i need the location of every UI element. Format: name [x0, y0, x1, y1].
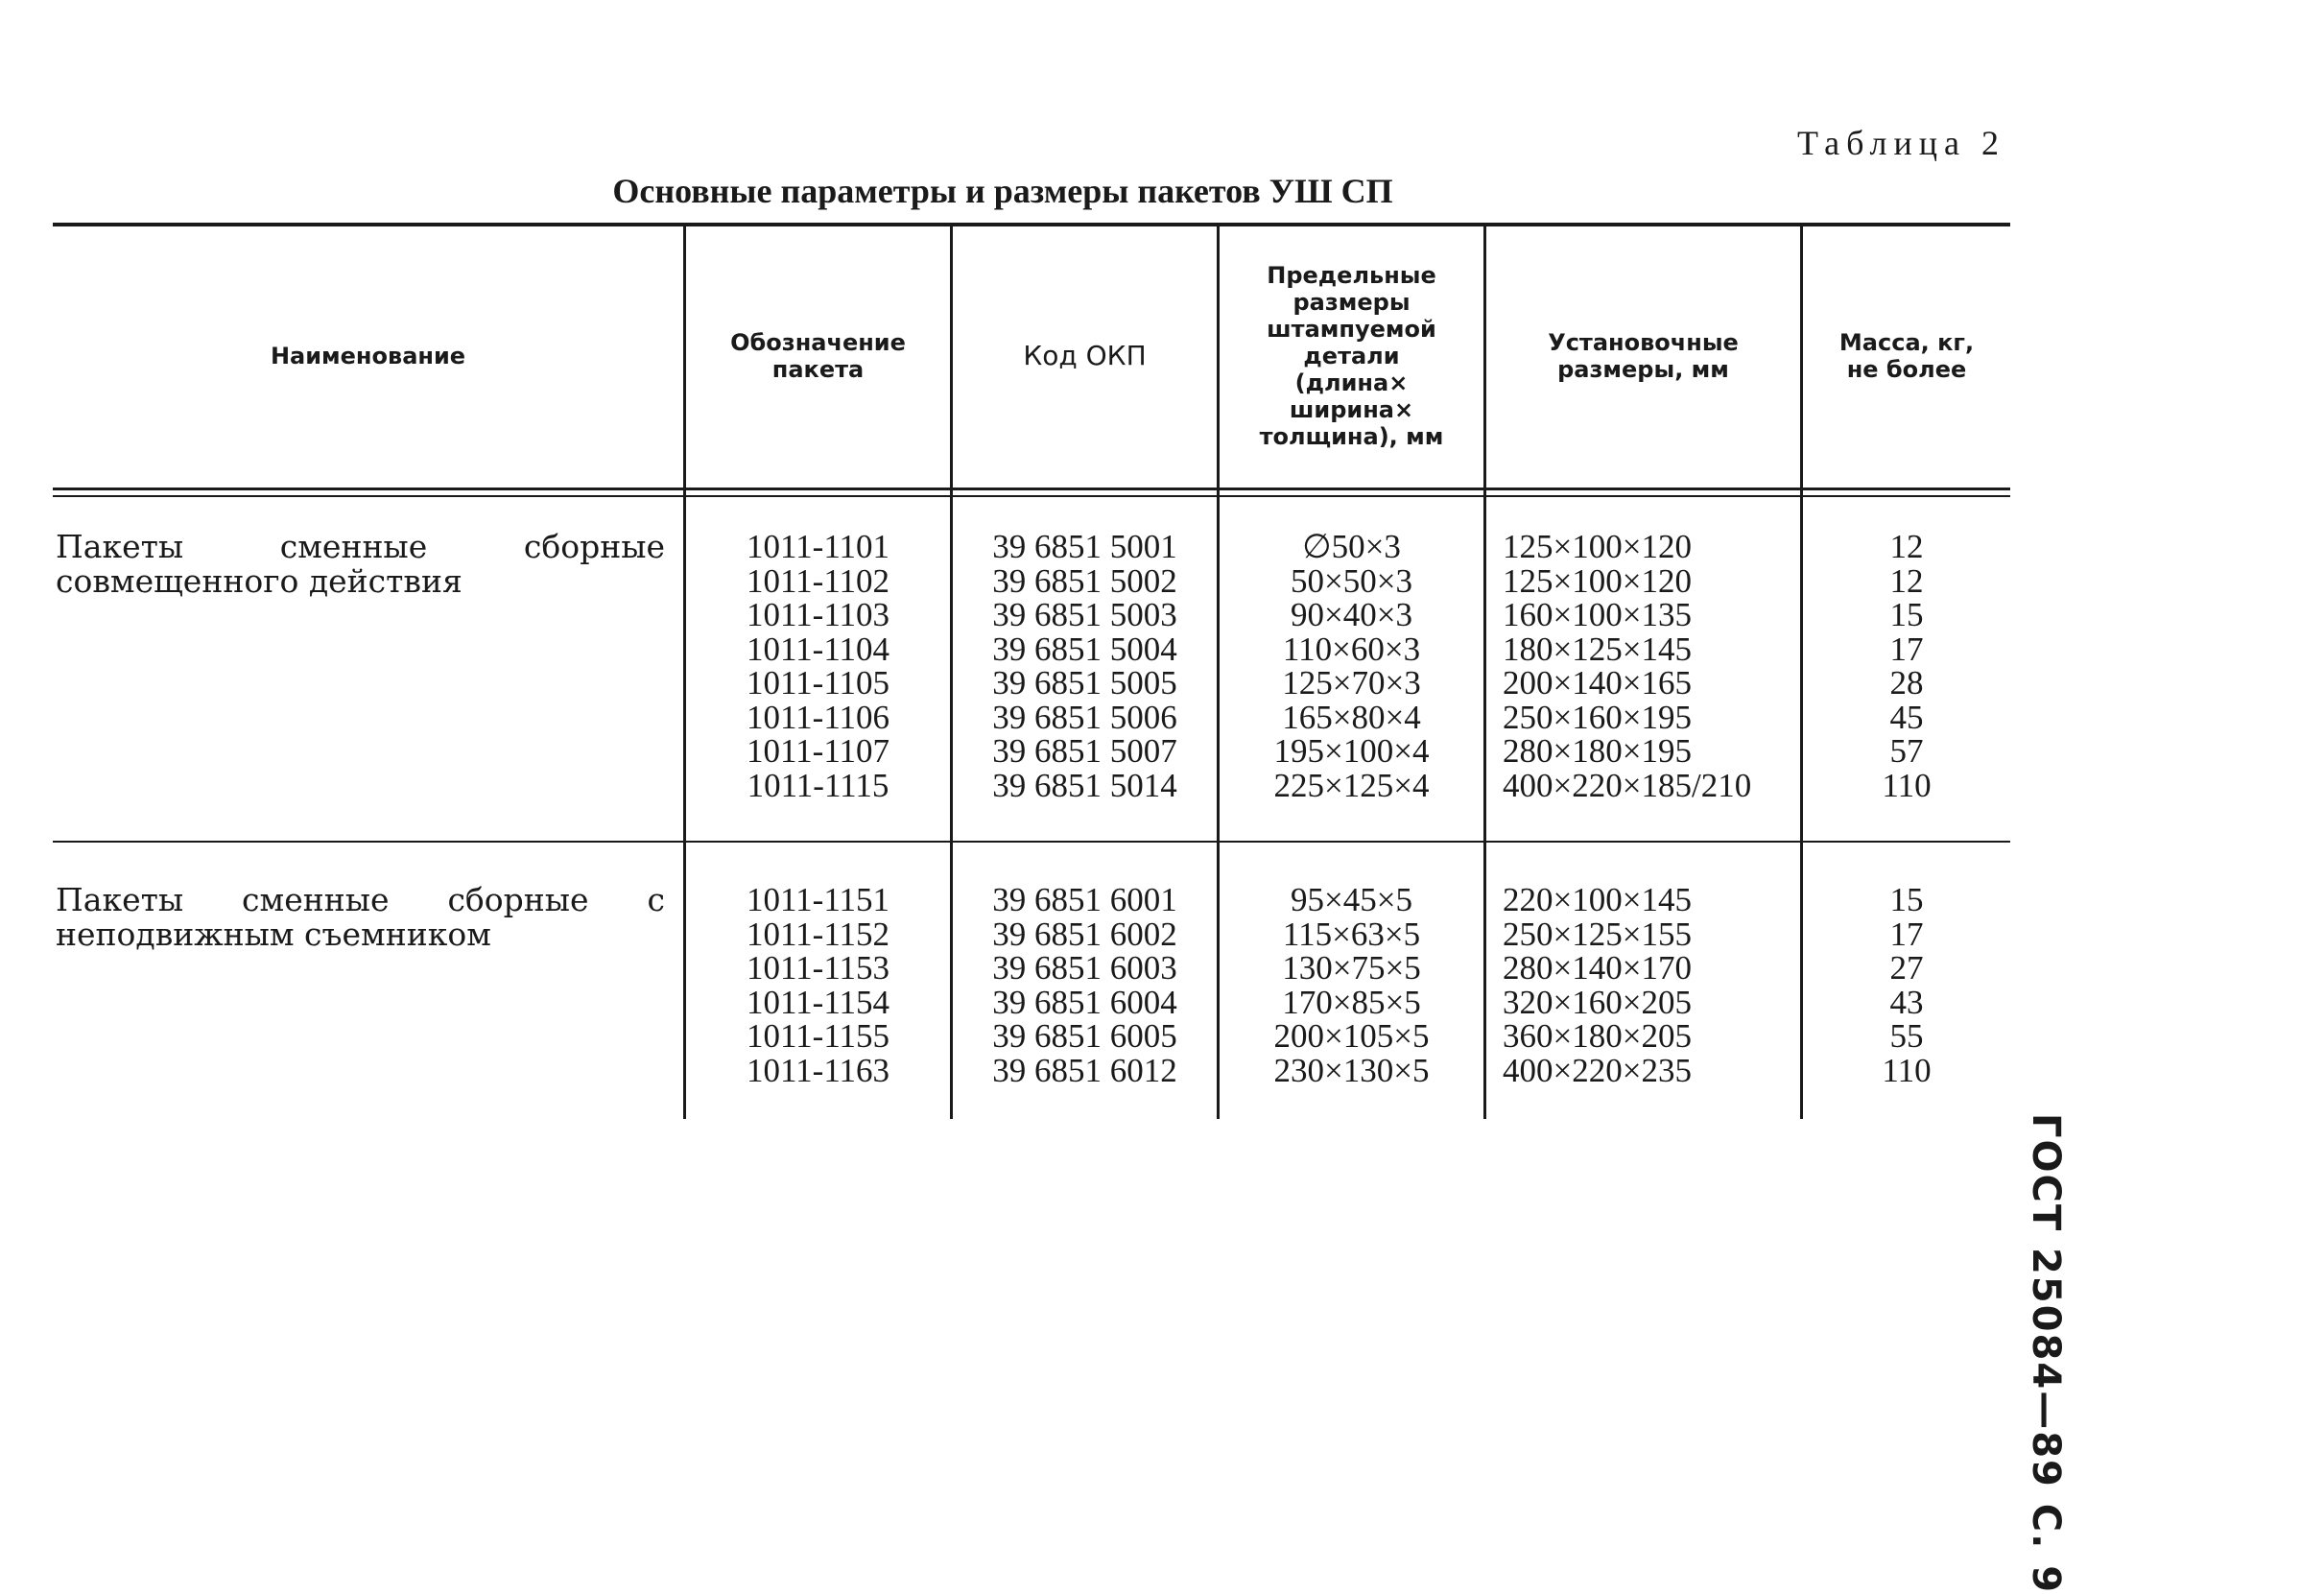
header-okp-code: Код ОКП — [1023, 340, 1147, 371]
mass-cell: 15 — [1889, 596, 1924, 633]
mount-size-cell: 320×160×205 — [1503, 983, 1692, 1021]
part-size-cell: 115×63×5 — [1282, 915, 1421, 953]
part-size-cell: 225×125×4 — [1273, 766, 1430, 804]
mount-size-cell: 250×125×155 — [1503, 915, 1692, 953]
part-size-cell: ∅50×3 — [1302, 528, 1401, 565]
mount-size-cell: 250×160×195 — [1503, 698, 1692, 736]
mass-cell: 110 — [1882, 1051, 1932, 1089]
header-mass: Масса, кг, не более — [1838, 329, 1975, 383]
designation-cell: 1011-1103 — [746, 596, 890, 633]
mass-cell: 55 — [1889, 1017, 1924, 1055]
designation-cell: 1011-1163 — [746, 1051, 890, 1089]
okp-cell: 39 6851 5002 — [992, 561, 1177, 600]
part-size-column — [1220, 883, 1483, 1087]
part-size-cell: 90×40×3 — [1291, 596, 1412, 633]
okp-cell: 39 6851 5007 — [992, 732, 1177, 770]
designation-cell: 1011-1106 — [746, 698, 890, 736]
mass-cell: 12 — [1889, 528, 1924, 565]
okp-cell: 39 6851 5014 — [992, 766, 1177, 804]
part-size-cell: 125×70×3 — [1282, 664, 1421, 702]
mount-size-cell: 400×220×185/210 — [1503, 766, 1752, 804]
mass-cell: 17 — [1889, 915, 1924, 953]
okp-cell: 39 6851 5003 — [992, 596, 1177, 633]
designation-cell: 1011-1101 — [746, 528, 890, 565]
table-number-label: Таблица 2 — [1797, 124, 2005, 162]
mass-cell: 27 — [1889, 949, 1924, 987]
header-name: Наименование — [270, 343, 466, 369]
part-size-cell: 95×45×5 — [1291, 881, 1412, 918]
mount-size-cell: 280×180×195 — [1503, 732, 1692, 770]
mount-size-cell: 360×180×205 — [1503, 1017, 1692, 1055]
mount-size-cell: 125×100×120 — [1503, 528, 1692, 565]
okp-cell: 39 6851 6012 — [992, 1051, 1177, 1089]
part-size-column — [1220, 530, 1483, 802]
mass-cell: 12 — [1889, 561, 1924, 600]
designation-column — [686, 530, 950, 802]
okp-cell: 39 6851 5006 — [992, 698, 1177, 736]
part-size-cell: 195×100×4 — [1273, 732, 1430, 770]
okp-cell: 39 6851 6003 — [992, 949, 1177, 987]
mount-size-cell: 200×140×165 — [1503, 664, 1692, 702]
okp-column — [953, 530, 1217, 802]
mass-cell: 110 — [1882, 766, 1932, 804]
part-size-cell: 110×60×3 — [1282, 630, 1421, 668]
group-separator-rule — [53, 841, 2010, 843]
mass-cell: 28 — [1889, 664, 1924, 702]
mount-size-cell: 180×125×145 — [1503, 630, 1692, 668]
mount-size-cell: 125×100×120 — [1503, 561, 1692, 600]
designation-cell: 1011-1104 — [746, 630, 890, 668]
mass-column — [1803, 883, 2010, 1087]
mass-column — [1803, 530, 2010, 802]
part-size-cell: 130×75×5 — [1282, 949, 1421, 987]
designation-cell: 1011-1105 — [746, 664, 890, 702]
mount-size-column — [1503, 530, 1800, 802]
mass-cell: 15 — [1889, 881, 1924, 918]
mass-cell: 17 — [1889, 630, 1924, 668]
header-part-size: Предельные размеры штампуемой детали (длина× ширина× толщина), мм — [1259, 262, 1444, 450]
designation-cell: 1011-1154 — [746, 983, 890, 1021]
mass-cell: 43 — [1889, 983, 1924, 1021]
designation-cell: 1011-1102 — [746, 561, 890, 600]
designation-column — [686, 883, 950, 1087]
part-size-cell: 165×80×4 — [1282, 698, 1421, 736]
group-name: Пакеты сменные сборные совмещенного действия — [56, 528, 665, 600]
designation-cell: 1011-1151 — [746, 881, 890, 918]
header-bottom-rule — [53, 488, 2010, 490]
designation-cell: 1011-1155 — [746, 1017, 890, 1055]
part-size-cell: 170×85×5 — [1282, 983, 1421, 1021]
part-size-cell: 50×50×3 — [1291, 561, 1412, 600]
part-size-cell: 230×130×5 — [1273, 1051, 1430, 1089]
designation-cell: 1011-1152 — [746, 915, 890, 953]
mount-size-cell: 220×100×145 — [1503, 881, 1692, 918]
okp-cell: 39 6851 5005 — [992, 664, 1177, 702]
designation-cell: 1011-1107 — [746, 732, 890, 770]
header-designation: Обозначение пакета — [730, 329, 906, 383]
okp-cell: 39 6851 6002 — [992, 915, 1177, 953]
header-bottom-rule-2 — [53, 495, 2010, 497]
mount-size-cell: 280×140×170 — [1503, 949, 1692, 987]
okp-cell: 39 6851 5004 — [992, 630, 1177, 668]
okp-cell: 39 6851 6001 — [992, 881, 1177, 918]
mount-size-column — [1503, 883, 1800, 1087]
table-title: Основные параметры и размеры пакетов УШ СП — [612, 172, 1393, 210]
designation-cell: 1011-1153 — [746, 949, 890, 987]
group-name: Пакеты сменные сборные с неподвижным съемником — [56, 881, 665, 953]
designation-cell: 1011-1115 — [747, 766, 889, 804]
part-size-cell: 200×105×5 — [1273, 1017, 1430, 1055]
mass-cell: 45 — [1889, 698, 1924, 736]
mount-size-cell: 400×220×235 — [1503, 1051, 1692, 1089]
mount-size-cell: 160×100×135 — [1503, 596, 1692, 633]
mass-cell: 57 — [1889, 732, 1924, 770]
okp-cell: 39 6851 5001 — [992, 528, 1177, 565]
standard-page-stamp: ГОСТ 25084—89 С. 9 — [2024, 1113, 2068, 1594]
okp-column — [953, 883, 1217, 1087]
header-mount-size: Установочные размеры, мм — [1548, 329, 1739, 383]
okp-cell: 39 6851 6004 — [992, 983, 1177, 1021]
okp-cell: 39 6851 6005 — [992, 1017, 1177, 1055]
